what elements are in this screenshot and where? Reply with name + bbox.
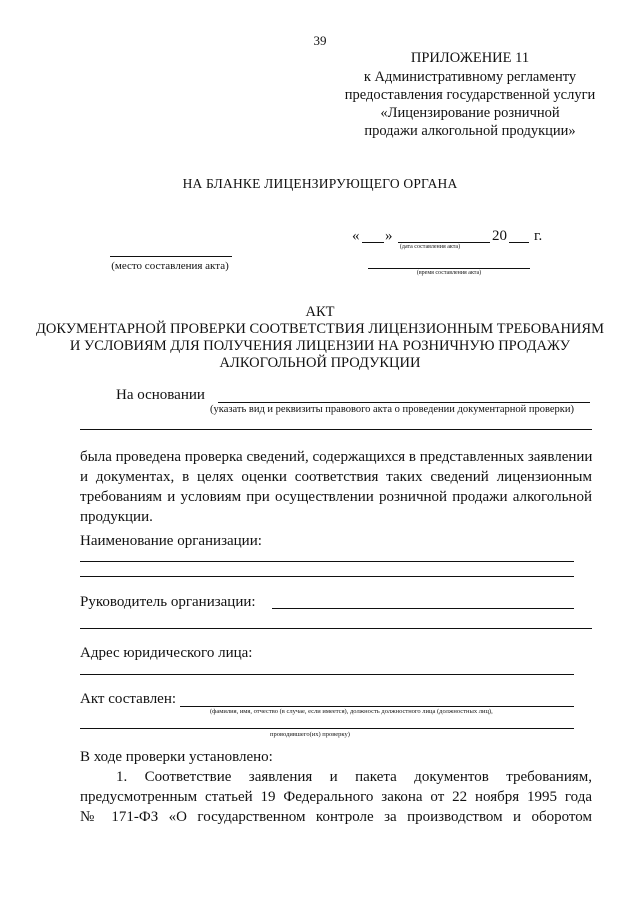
date-open-quote: « xyxy=(352,228,360,244)
date-caption: (дата составления акта) xyxy=(399,244,461,250)
act-title: АКТ xyxy=(305,304,335,320)
head-label: Руководитель организации: xyxy=(80,594,256,610)
head-field-2[interactable] xyxy=(80,628,592,629)
check-paragraph-line: и документах, в целях оценки соответствия таких сведений лицензионным xyxy=(80,469,592,485)
findings-intro: В ходе проверки установлено: xyxy=(80,749,273,765)
appendix-line-2: предоставления государственной услуги xyxy=(344,87,596,103)
act-by-caption-2: проводившего(их) проверку) xyxy=(270,731,350,738)
basis-blank-2[interactable] xyxy=(80,429,592,430)
act-subtitle-line-2: И УСЛОВИЯМ ДЛЯ ПОЛУЧЕНИЯ ЛИЦЕНЗИИ НА РОЗНИЧНУЮ ПРОДАЖУ xyxy=(69,338,571,354)
act-by-label: Акт составлен: xyxy=(80,691,177,707)
place-blank[interactable] xyxy=(110,256,232,257)
appendix-line-1: к Административному регламенту xyxy=(363,69,577,85)
time-blank[interactable] xyxy=(368,268,530,269)
address-label: Адрес юридического лица: xyxy=(80,645,253,661)
appendix-line-3: «Лицензирование розничной xyxy=(380,105,560,121)
act-subtitle-line-1: ДОКУМЕНТАРНОЙ ПРОВЕРКИ СООТВЕТСТВИЯ ЛИЦЕНЗИОННЫМ ТРЕБОВАНИЯМ xyxy=(36,321,604,337)
letterhead-note: НА БЛАНКЕ ЛИЦЕНЗИРУЮЩЕГО ОРГАНА xyxy=(182,176,458,191)
basis-blank[interactable] xyxy=(218,402,590,403)
date-close-quote: » xyxy=(385,228,393,244)
date-year-blank[interactable] xyxy=(509,242,529,243)
org-name-label: Наименование организации: xyxy=(80,533,262,549)
findings-item-1 xyxy=(80,767,592,827)
org-name-field-2[interactable] xyxy=(80,576,574,577)
date-year-suffix: г. xyxy=(534,228,543,244)
date-year-prefix: 20 xyxy=(492,228,507,244)
date-day-blank[interactable] xyxy=(362,242,384,243)
check-paragraph-line: требованиям и условиям при осуществлении розничной продажи алкогольной xyxy=(80,489,592,505)
address-field[interactable] xyxy=(80,674,574,675)
page-number: 39 xyxy=(313,33,327,48)
act-by-caption-1: (фамилия, имя, отчество (в случае, если имеется), должность должностного лица (должностных лиц), xyxy=(210,708,493,715)
date-month-blank[interactable] xyxy=(398,242,490,243)
act-by-field-2[interactable] xyxy=(80,728,574,729)
appendix-title: ПРИЛОЖЕНИЕ 11 xyxy=(410,50,530,66)
findings-item-line: предусмотренным статьей 19 Федерального закона от 22 ноября 1995 года xyxy=(80,789,592,805)
time-caption: (время составления акта) xyxy=(416,270,482,276)
check-paragraph-line: продукции. xyxy=(80,509,153,525)
act-by-field[interactable] xyxy=(180,706,574,707)
findings-item-line: 1. Соответствие заявления и пакета документов требованиям, xyxy=(116,769,592,785)
basis-label: На основании xyxy=(116,387,205,403)
basis-caption: (указать вид и реквизиты правового акта о проведении документарной проверки) xyxy=(210,404,575,415)
place-caption: (место составления акта) xyxy=(111,260,229,272)
check-paragraph-line: была проведена проверка сведений, содержащихся в представленных заявлении xyxy=(80,449,593,465)
check-paragraph xyxy=(80,447,592,527)
head-field[interactable] xyxy=(272,608,574,609)
org-name-field-1[interactable] xyxy=(80,561,574,562)
act-subtitle-line-3: АЛКОГОЛЬНОЙ ПРОДУКЦИИ xyxy=(219,355,421,371)
findings-item-line: № 171-ФЗ «О государственном контроле за производством и оборотом xyxy=(80,809,592,825)
appendix-line-4: продажи алкогольной продукции» xyxy=(364,123,576,139)
